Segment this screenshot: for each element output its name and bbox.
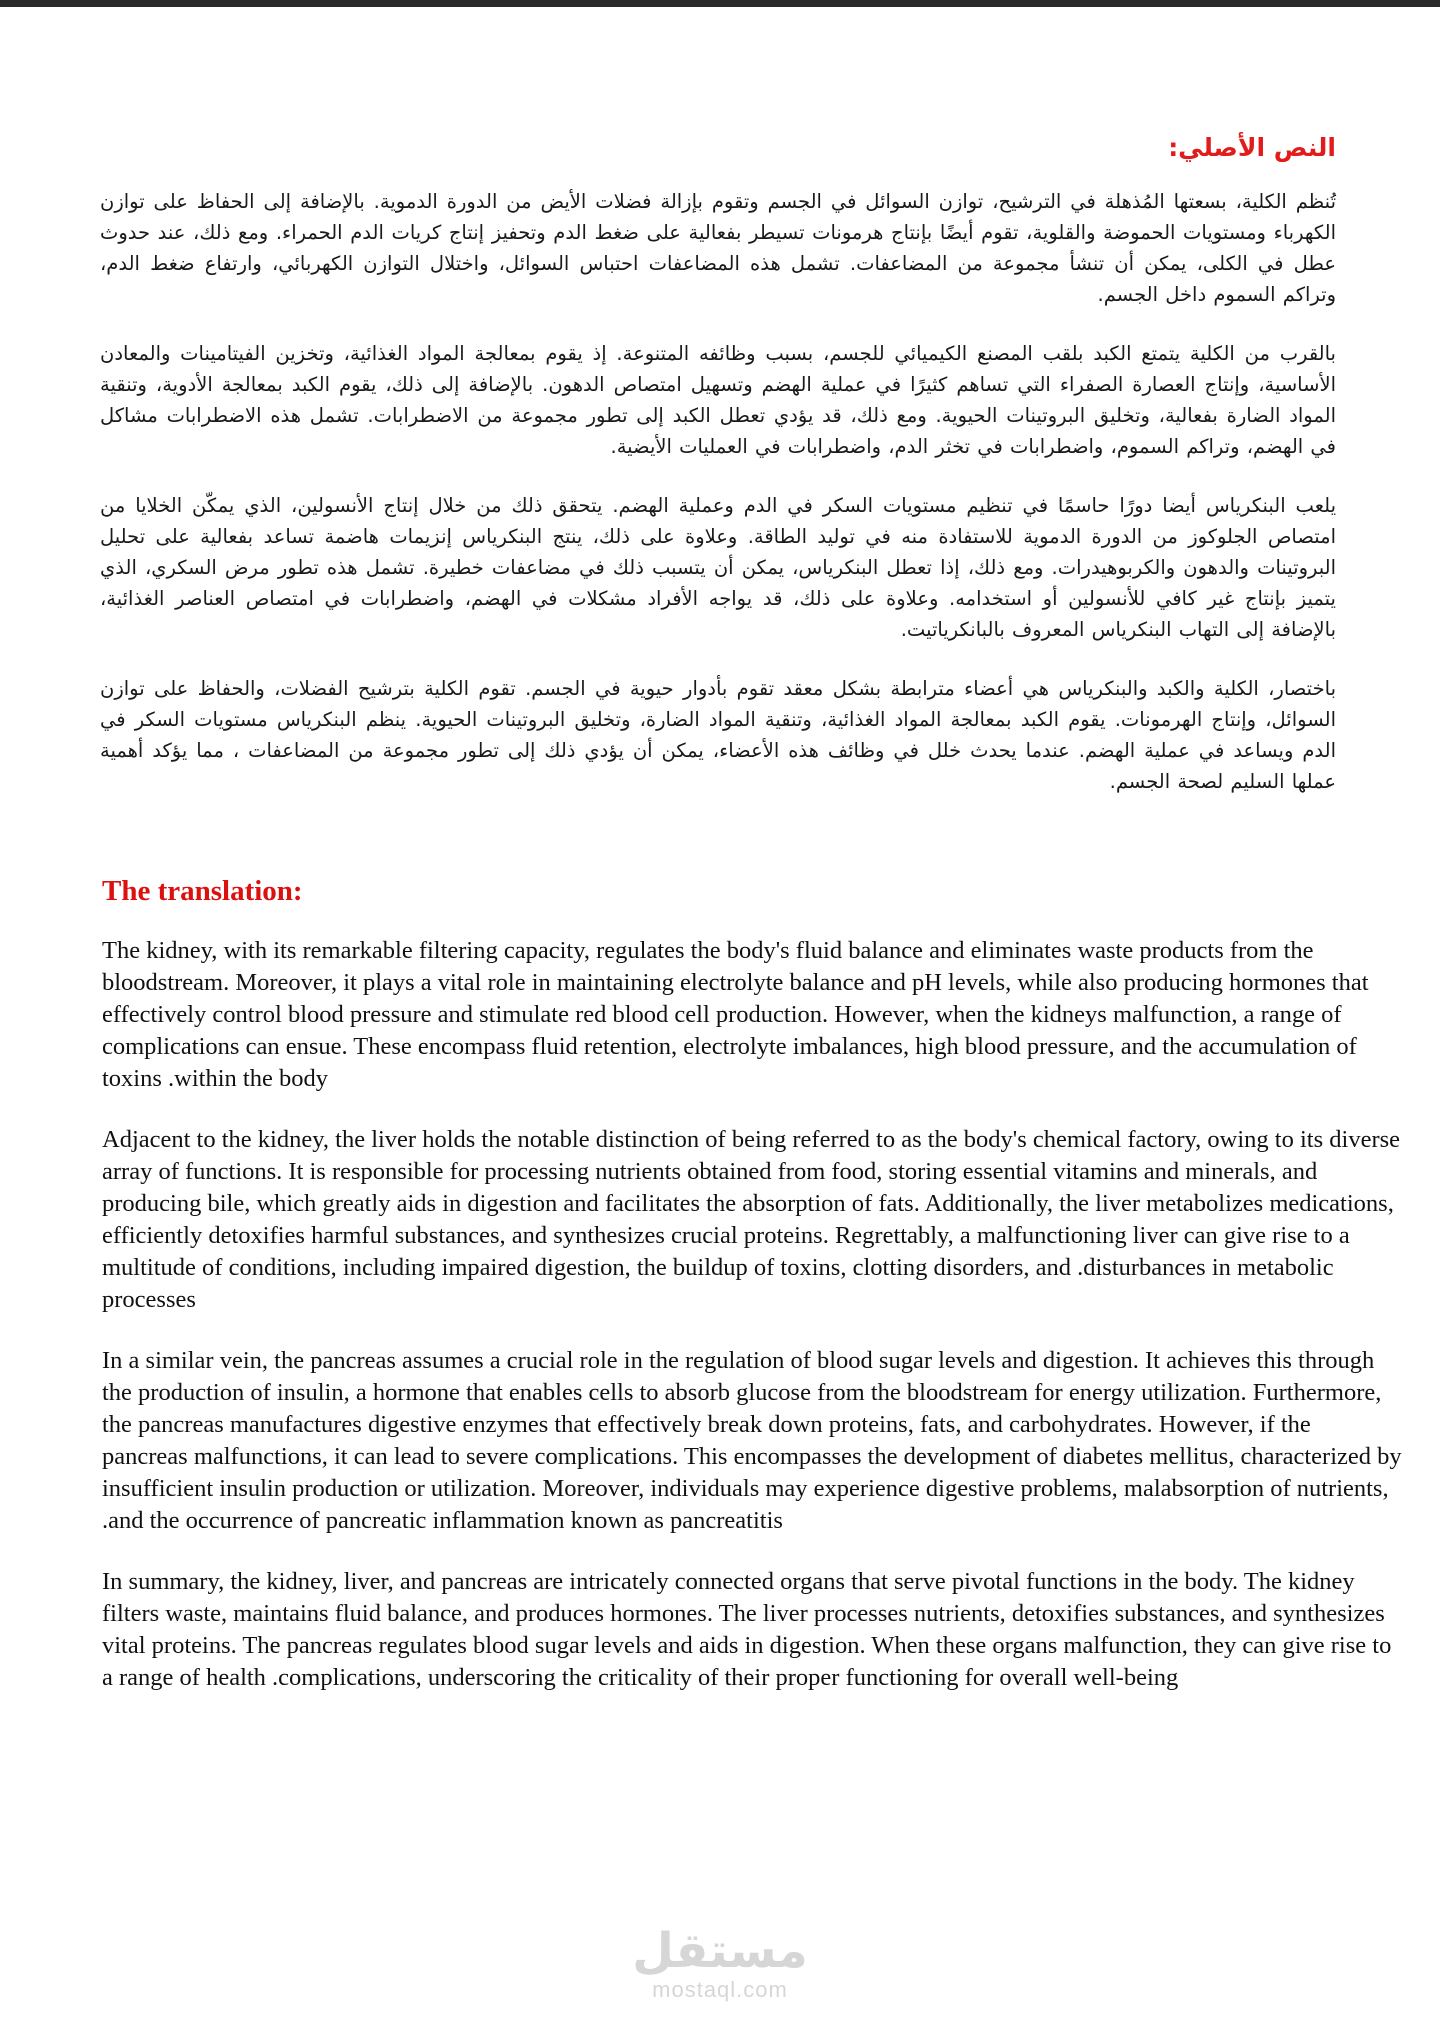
translation-paragraph-kidney: The kidney, with its remarkable filtering capacity, regulates the body's fluid balance and eliminates waste products from the bloodstream. Moreover, it plays a vital role in maintaining electrolyte balance and pH levels, while also producing hormones that effectively control blood pressure and stimulate red blood cell production. However, when the kidneys malfunction, a range of complications can ensue. These encompass fluid retention, electrolyte imbalances, high blood pressure, and the accumulation of toxins .within the body: [102, 937, 1369, 1092]
watermark-url: mostaql.com: [652, 1977, 788, 2002]
original-paragraph-summary: باختصار، الكلية والكبد والبنكرياس هي أعضاء مترابطة بشكل معقد تقوم بأدوار حيوية في الجسم. تقوم الكلية بترشيح الفضلات، والحفاظ على توازن السوائل، وإنتاج الهرمونات. يقوم الكبد بمعالجة المواد الغذائية، وتنقية المواد الضارة، وتخليق البروتينات الحيوية. ينظم البنكرياس مستويات السكر في الدم ويساعد في عملية الهضم. عندما يحدث خلل في وظائف هذه الأعضاء، يمكن أن يؤدي ذلك إلى تطور مجموعة من المضاعفات ، مما يؤكد أهمية عملها السليم لصحة الجسم.: [100, 677, 1336, 793]
original-text-heading: النص الأصلي:: [1168, 133, 1336, 162]
mostaql-watermark: [620, 1925, 820, 2003]
translation-heading: The translation:: [102, 875, 303, 907]
watermark-logo: مستقل: [632, 1923, 808, 1979]
original-paragraph-kidney: تُنظم الكلية، بسعتها المُذهلة في الترشيح، توازن السوائل في الجسم وتقوم بإزالة فضلات الأيض من الدورة الدموية. بالإضافة إلى الحفاظ على توازن الكهرباء ومستويات الحموضة والقلوية، تقوم أيضًا بإنتاج هرمونات تسيطر بفعالية على ضغط الدم وتحفيز إنتاج كريات الدم الحمراء. ومع ذلك، عند حدوث عطل في الكلى، يمكن أن تنشأ مجموعة من المضاعفات. تشمل هذه المضاعفات احتباس السوائل، واختلال التوازن الكهربائي، وارتفاع ضغط الدم، وتراكم السموم داخل الجسم.: [100, 190, 1336, 306]
original-text-section: [100, 132, 1336, 825]
translation-section: [102, 873, 1402, 1723]
document-page: [0, 7, 1440, 2037]
original-paragraph-pancreas: يلعب البنكرياس أيضا دورًا حاسمًا في تنظيم مستويات السكر في الدم وعملية الهضم. يتحقق ذلك من خلال إنتاج الأنسولين، الذي يمكّن الخلايا من امتصاص الجلوكوز من الدورة الدموية للاستفادة منه في توليد الطاقة. وعلاوة على ذلك، ينتج البنكرياس إنزيمات هاضمة تساعد بفعالية على تحليل البروتينات والدهون والكربوهيدرات. ومع ذلك، إذا تعطل البنكرياس، يمكن أن يتسبب ذلك في مضاعفات خطيرة. تشمل هذه تطور مرض السكري، الذي يتميز بإنتاج غير كافي للأنسولين أو استخدامه. وعلاوة على ذلك، قد يواجه الأفراد مشكلات في الهضم، واضطرابات في امتصاص العناصر الغذائية، بالإضافة إلى التهاب البنكرياس المعروف بالبانكرياتيت.: [100, 494, 1336, 641]
window-top-bar: [0, 0, 1440, 7]
translation-paragraph-pancreas: In a similar vein, the pancreas assumes a crucial role in the regulation of blood sugar levels and digestion. It achieves this through the production of insulin, a hormone that enables cells to absorb glucose from the bloodstream for energy utilization. Furthermore, the pancreas manufactures digestive enzymes that effectively break down proteins, fats, and carbohydrates. However, if the pancreas malfunctions, it can lead to severe complications. This encompasses the development of diabetes mellitus, characterized by insufficient insulin production or utilization. Moreover, individuals may experience digestive problems, malabsorption of nutrients, .and the occurrence of pancreatic inflammation known as pancreatitis: [102, 1347, 1402, 1534]
translation-paragraph-summary: In summary, the kidney, liver, and pancreas are intricately connected organs that serve pivotal functions in the body. The kidney filters waste, maintains fluid balance, and produces hormones. The liver processes nutrients, detoxifies substances, and synthesizes vital proteins. The pancreas regulates blood sugar levels and aids in digestion. When these organs malfunction, they can give rise to a range of health .complications, underscoring the criticality of their proper functioning for overall well-being: [102, 1568, 1392, 1691]
original-paragraph-liver: بالقرب من الكلية يتمتع الكبد بلقب المصنع الكيميائي للجسم، بسبب وظائفه المتنوعة. إذ يقوم بمعالجة المواد الغذائية، وتخزين الفيتامينات والمعادن الأساسية، وإنتاج العصارة الصفراء التي تساهم كثيرًا في عملية الهضم وتسهيل امتصاص الدهون. بالإضافة إلى ذلك، يقوم الكبد بمعالجة الأدوية، وتنقية المواد الضارة بفعالية، وتخليق البروتينات الحيوية. ومع ذلك، قد يؤدي تعطل الكبد إلى تطور مجموعة من الاضطرابات. تشمل هذه الاضطرابات مشاكل في الهضم، وتراكم السموم، واضطرابات في تخثر الدم، واضطرابات في العمليات الأيضية.: [100, 342, 1336, 458]
translation-paragraph-liver: Adjacent to the kidney, the liver holds the notable distinction of being referred to as the body's chemical factory, owing to its diverse array of functions. It is responsible for processing nutrients obtained from food, storing essential vitamins and minerals, and producing bile, which greatly aids in digestion and facilitates the absorption of fats. Additionally, the liver metabolizes medications, efficiently detoxifies harmful substances, and synthesizes crucial proteins. Regrettably, a malfunctioning liver can give rise to a multitude of conditions, including impaired digestion, the buildup of toxins, clotting disorders, and .disturbances in metabolic processes: [102, 1126, 1401, 1313]
